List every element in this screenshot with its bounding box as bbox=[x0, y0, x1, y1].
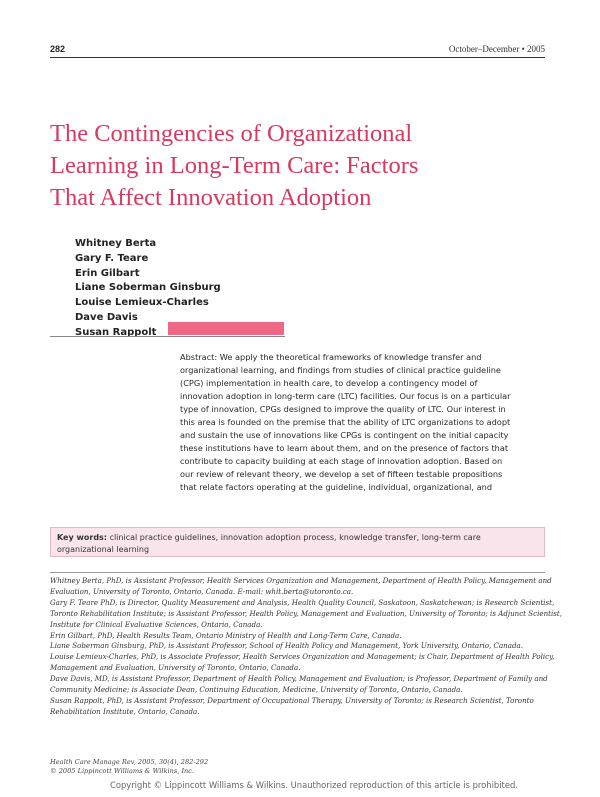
affiliation-line: Toronto Rehabilitation Institute; is Assistant Professor, Health Policy, Management and Evaluation, University of Toronto; is Adjunct Scientist, bbox=[50, 608, 563, 618]
accent-bar bbox=[168, 322, 284, 335]
keywords-text: clinical practice guidelines, innovation adoption process, knowledge transfer, long-term care bbox=[109, 533, 481, 542]
author-name: Liane Soberman Ginsburg bbox=[75, 282, 221, 294]
affiliation-line: Gary F. Teare PhD, is Director, Quality Measurement and Analysis, Health Quality Council, Saskatoon, Saskatchewan; is Research Scientist, bbox=[50, 597, 555, 607]
affiliation-line: Whitney Berta, PhD, is Assistant Professor, Health Services Organization and Management, Department of Health Policy, Management and bbox=[50, 576, 552, 585]
author-divider bbox=[50, 336, 285, 337]
author-name: Gary F. Teare bbox=[75, 252, 149, 264]
header-divider bbox=[50, 57, 545, 58]
page-number: 282 bbox=[50, 44, 66, 54]
abstract-line: Abstract: We apply the theoretical frameworks of knowledge transfer and bbox=[180, 352, 482, 362]
affiliation-line: Liane Soberman Ginsburg, PhD, is Assistant Professor, School of Health Policy and Management, York University, Ontario, Canada. bbox=[50, 641, 524, 651]
abstract-line: that relate factors operating at the guideline, individual, organizational, and bbox=[180, 482, 493, 492]
keywords-text: organizational learning bbox=[57, 544, 150, 554]
affiliation-line: Louise Lemieux-Charles, PhD, is Associate Professor, Health Services Organization and Management; is Chair, Department of Health Policy, bbox=[50, 652, 555, 662]
affiliation-line: Susan Rappolt, PhD, is Assistant Professor, Department of Occupational Therapy, University of Toronto; is Research Scientist, Toronto bbox=[50, 695, 534, 705]
affiliation-line: Rehabilitation Institute, Ontario, Canada. bbox=[50, 706, 200, 716]
keywords-label: Key words: bbox=[57, 533, 108, 542]
abstract-line: (CPG) implementation in health care, to develop a contingency model of bbox=[180, 378, 478, 388]
journal-citation bbox=[50, 758, 208, 775]
affiliation-line: Erin Gilbart, PhD, Health Results Team, Ontario Ministry of Health and Long-Term Care, Canada. bbox=[50, 630, 402, 640]
abstract-line: contribute to capacity building at each stage of innovation adoption. Based on bbox=[180, 456, 503, 466]
copyright-notice: Copyright © Lippincott Williams & Wilkins. Unauthorized reproduction of this article is prohibited. bbox=[110, 780, 518, 790]
author-name: Erin Gilbart bbox=[75, 267, 140, 279]
author-name: Susan Rappolt bbox=[75, 326, 157, 338]
issue-date: October–December • 2005 bbox=[448, 44, 545, 54]
author-name: Whitney Berta bbox=[75, 238, 157, 249]
affiliation-line: Evaluation, University of Toronto, Ontario, Canada. E-mail: whit.berta@utoronto.ca. bbox=[50, 586, 354, 596]
affiliation-line: Community Medicine; is Associate Dean, Continuing Education, Medicine, University of Toronto, Ontario, Canada. bbox=[50, 685, 463, 695]
citation-line: © 2005 Lippincott Williams & Wilkins, Inc. bbox=[50, 766, 195, 775]
author-name: Dave Davis bbox=[75, 311, 138, 323]
affiliation-line: Institute for Clinical Evaluative Sciences, Ontario, Canada. bbox=[50, 619, 263, 629]
affiliation-line: Management and Evaluation, University of Toronto, Ontario, Canada. bbox=[50, 663, 301, 673]
citation-line: Health Care Manage Rev, 2005, 30(4), 282-292 bbox=[50, 758, 209, 766]
title-line: Learning in Long-Term Care: Factors bbox=[50, 152, 419, 179]
title-line: That Affect Innovation Adoption bbox=[50, 184, 372, 211]
abstract-line: our review of relevant theory, we develop a set of fifteen testable propositions bbox=[180, 469, 503, 479]
keywords-box bbox=[50, 527, 545, 557]
title-line: The Contingencies of Organizational bbox=[50, 120, 413, 147]
affiliations-divider bbox=[50, 572, 545, 573]
abstract-line: organizational learning, and findings from studies of clinical practice guideline bbox=[180, 365, 501, 375]
affiliation-line: Dave Davis, MD, is Assistant Professor, Department of Health Policy, Management and Evaluation; is Professor, Department of Family and bbox=[50, 674, 548, 684]
abstract-line: this area is founded on the premise that the ability of LTC organizations to adopt bbox=[180, 417, 511, 427]
author-affiliations bbox=[50, 576, 563, 718]
abstract-line: type of innovation, CPGs designed to improve the quality of LTC. Our interest in bbox=[180, 404, 506, 414]
abstract bbox=[180, 351, 546, 494]
abstract-line: and sustain the use of innovations like CPGs is contingent on the initial capacity bbox=[180, 430, 509, 440]
author-name: Louise Lemieux-Charles bbox=[75, 297, 209, 309]
article-title bbox=[50, 118, 560, 214]
abstract-line: these institutions have to learn about them, and on the presence of factors that bbox=[180, 443, 509, 453]
abstract-line: innovation adoption in long-term care (LTC) facilities. Our focus is on a particular bbox=[180, 391, 511, 401]
